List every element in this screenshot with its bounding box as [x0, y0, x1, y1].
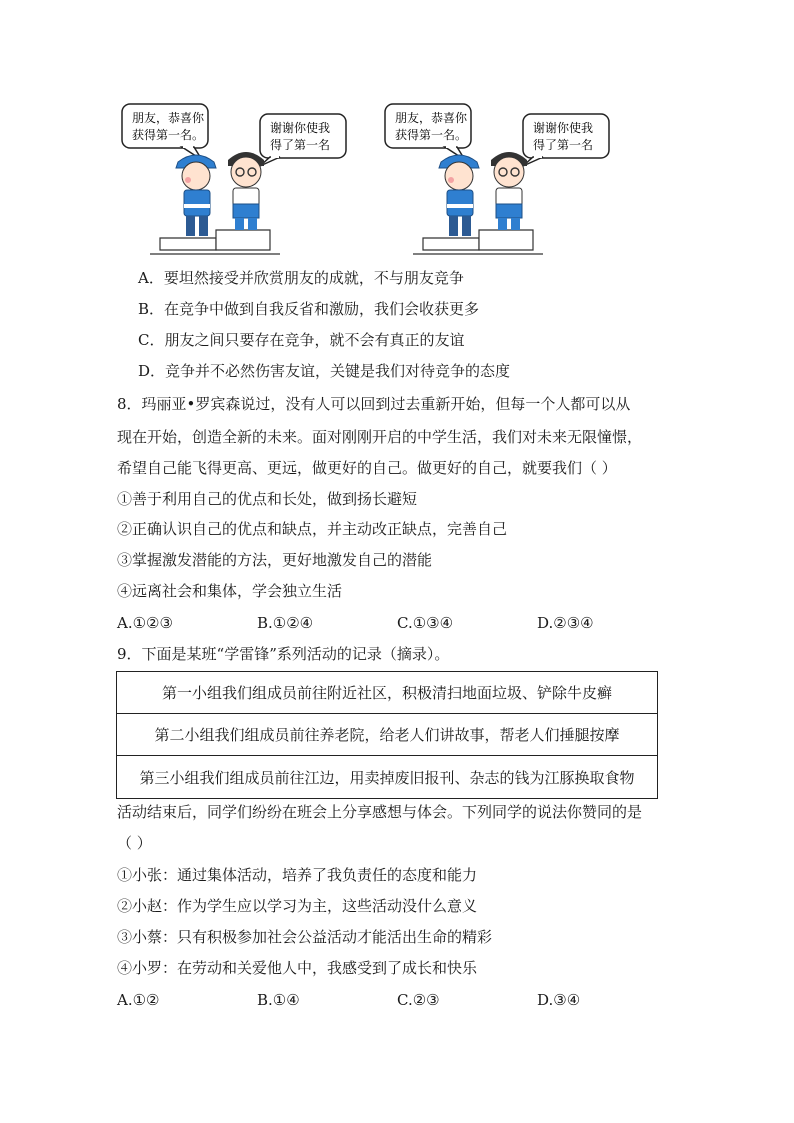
bubble-left-line2: 获得第一名。	[395, 128, 468, 142]
activity-row-2: 第二小组我们组成员前往养老院，给老人们讲故事，帮老人们捶腿按摩	[117, 714, 657, 756]
bubble-left-line1: 朋友，恭喜你	[395, 111, 468, 125]
bubble-right-line2: 得了第一名	[533, 138, 594, 152]
bubble-right-line1: 谢谢你使我	[270, 121, 331, 135]
bubble-right-line2: 得了第一名	[270, 138, 331, 152]
q8-stem-line1: 8．玛丽亚•罗宾森说过，没有人可以回到过去重新开始，但每一个人都可以从	[117, 395, 631, 413]
q8-choice-c[interactable]: C.①③④	[397, 614, 454, 632]
q9-item-3: ③小蔡：只有积极参加社会公益活动才能活出生命的精彩	[117, 928, 493, 946]
q8-choice-b[interactable]: B.①②④	[257, 614, 314, 632]
q9-after-line2: （ ）	[117, 834, 152, 852]
activity-table	[116, 671, 658, 799]
q7-option-c: C．朋友之间只要存在竞争，就不会有真正的友谊	[138, 331, 465, 349]
boy-with-glasses-figure	[228, 152, 264, 230]
q9-after-line1: 活动结束后，同学们纷纷在班会上分享感想与体会。下列同学的说法你赞同的是	[117, 803, 643, 821]
q9-choice-a[interactable]: A.①②	[117, 991, 160, 1009]
activity-row-1: 第一小组我们组成员前往附近社区，积极清扫地面垃圾、铲除牛皮癣	[117, 672, 657, 714]
q9-item-2: ②小赵：作为学生应以学习为主，这些活动没什么意义	[117, 897, 478, 915]
q8-item-3: ③掌握激发潜能的方法，更好地激发自己的潜能	[117, 551, 433, 569]
q8-item-1: ①善于利用自己的优点和长处，做到扬长避短	[117, 490, 418, 508]
boy-with-glasses-figure	[491, 152, 527, 230]
q8-stem-line2: 现在开始，创造全新的未来。面对刚刚开启的中学生活，我们对未来无限憧憬，	[117, 428, 643, 446]
speech-bubble-right	[260, 114, 346, 166]
q8-choice-a[interactable]: A.①②③	[117, 614, 173, 632]
q8-choice-d[interactable]: D.②③④	[537, 614, 594, 632]
bubble-left-line1: 朋友，恭喜你	[132, 111, 205, 125]
q7-option-a: A．要坦然接受并欣赏朋友的成就，不与朋友竞争	[138, 269, 464, 287]
bubble-left-line2: 获得第一名。	[132, 128, 205, 142]
podium	[413, 230, 543, 254]
comic-illustration-left	[120, 100, 350, 258]
comic-illustration-right	[383, 100, 613, 258]
boy-with-cap-figure	[439, 155, 479, 236]
q8-item-4: ④远离社会和集体，学会独立生活	[117, 582, 343, 600]
q7-option-b: B．在竞争中做到自我反省和激励，我们会收获更多	[138, 300, 480, 318]
bubble-right-line1: 谢谢你使我	[533, 121, 594, 135]
q9-choice-d[interactable]: D.③④	[537, 991, 581, 1009]
q7-option-d: D．竞争并不必然伤害友谊，关键是我们对待竞争的态度	[138, 362, 511, 380]
q9-item-4: ④小罗：在劳动和关爱他人中，我感受到了成长和快乐	[117, 959, 478, 977]
activity-row-3: 第三小组我们组成员前往江边，用卖掉废旧报刊、杂志的钱为江豚换取食物	[139, 768, 635, 787]
q8-stem-line3: 希望自己能飞得更高、更远，做更好的自己。做更好的自己，就要我们（ ）	[117, 459, 617, 477]
q9-item-1: ①小张：通过集体活动，培养了我负责任的态度和能力	[117, 866, 478, 884]
boy-with-cap-figure	[176, 155, 216, 236]
q9-choice-b[interactable]: B.①④	[257, 991, 300, 1009]
q9-stem: 9．下面是某班“学雷锋”系列活动的记录（摘录）。	[117, 645, 450, 663]
q9-choice-c[interactable]: C.②③	[397, 991, 440, 1009]
speech-bubble-right	[523, 114, 609, 166]
q8-item-2: ②正确认识自己的优点和缺点，并主动改正缺点，完善自己	[117, 520, 508, 538]
podium	[150, 230, 280, 254]
speech-bubble-left	[122, 104, 208, 160]
speech-bubble-left	[385, 104, 471, 160]
